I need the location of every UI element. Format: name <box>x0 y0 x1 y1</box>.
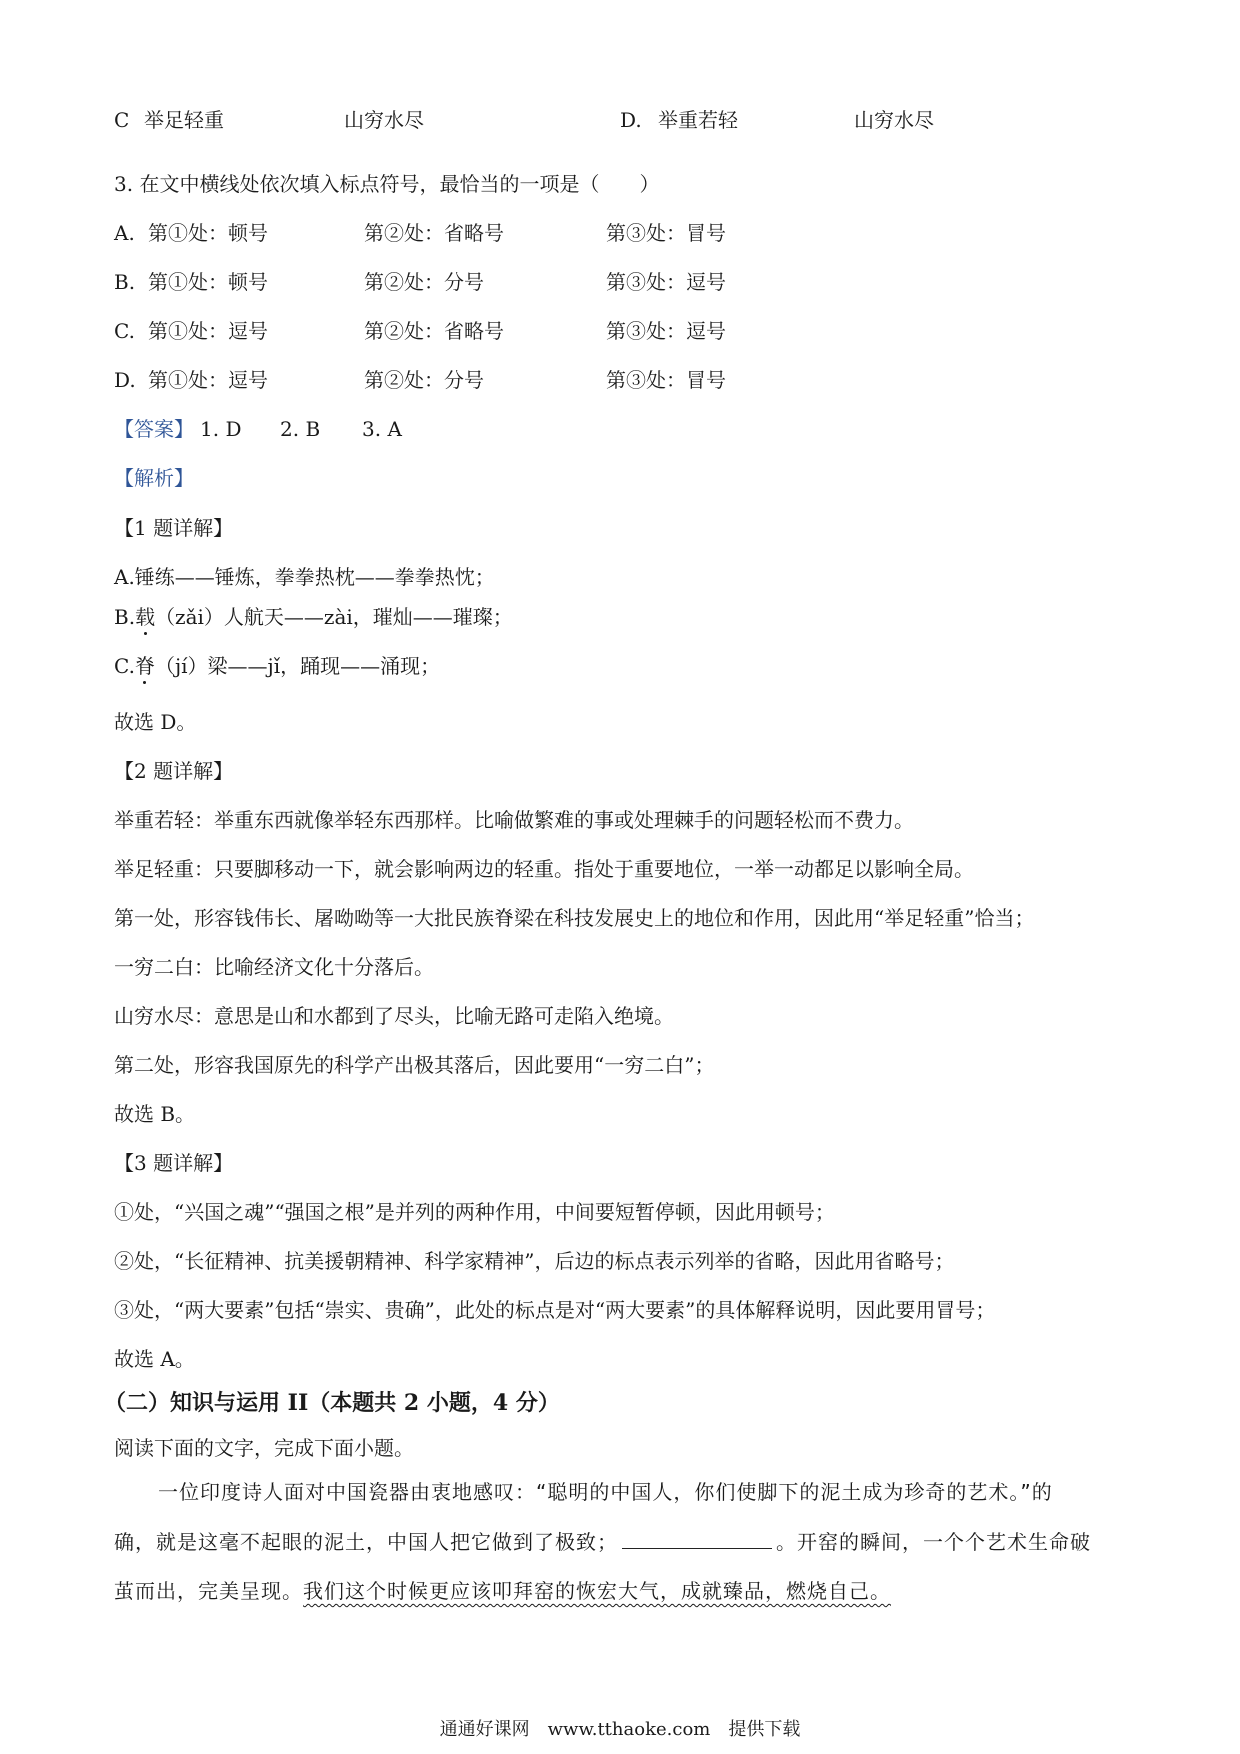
option-d-second: 山穷水尽 <box>854 108 934 132</box>
detail2-line: 举足轻重：只要脚移动一下，就会影响两边的轻重。指处于重要地位，一举一动都足以影响全局。 <box>114 857 974 881</box>
option-c-label: C <box>114 108 130 132</box>
detail2-heading: 【2 题详解】 <box>114 759 234 783</box>
detail3-line: ③处，“两大要素”包括“崇实、贵确”，此处的标点是对“两大要素”的具体解释说明，因此要用冒号； <box>114 1298 996 1322</box>
option-p1: 第①处：顿号 <box>148 270 268 294</box>
fill-in-blank <box>622 1528 772 1549</box>
option-label: A. <box>114 221 135 245</box>
page-footer: 通通好课网 www.tthaoke.com 提供下载 <box>439 1719 801 1740</box>
passage-line-2-start: 确，就是这毫不起眼的泥土，中国人把它做到了极致； <box>114 1530 618 1554</box>
detail3-heading: 【3 题详解】 <box>114 1151 234 1175</box>
line-b-rest: （zǎi）人航天——zài，璀灿——璀璨； <box>155 605 513 629</box>
detail1-line-a: A.锤练——锤炼，拳拳热枕——拳拳热忱； <box>114 565 495 589</box>
option-p1: 第①处：逗号 <box>148 319 268 343</box>
passage-line-1: 一位印度诗人面对中国瓷器由衷地感叹：“聪明的中国人，你们使脚下的泥土成为珍奇的艺术。”的 <box>158 1480 1053 1504</box>
option-p3: 第③处：冒号 <box>606 368 726 392</box>
option-label: C. <box>114 319 135 343</box>
passage-line-3 <box>114 1577 891 1605</box>
detail1-line-c <box>114 652 440 680</box>
wavy-underlined-sentence: 我们这个时候更应该叩拜窑的恢宏大气，成就臻品，燃烧自己。 <box>303 1579 891 1603</box>
option-p1: 第①处：逗号 <box>148 368 268 392</box>
detail1-line-b <box>114 603 513 631</box>
passage-line-2-end: 。开窑的瞬间，一个个艺术生命破 <box>776 1530 1091 1554</box>
answer-3: 3. A <box>362 417 402 441</box>
detail2-line: 举重若轻：举重东西就像举轻东西那样。比喻做繁难的事或处理棘手的问题轻松而不费力。 <box>114 808 914 832</box>
option-p3: 第③处：逗号 <box>606 270 726 294</box>
passage-line-2 <box>114 1528 1091 1556</box>
analysis-tag: 【解析】 <box>114 466 194 490</box>
detail3-conclusion: 故选 A。 <box>114 1347 195 1371</box>
line-c-rest: （jí）梁——jǐ，踊现——涌现； <box>154 654 441 678</box>
q3-stem: 3. 在文中横线处依次填入标点符号，最恰当的一项是（ ） <box>114 172 660 196</box>
answer-tag: 【答案】 <box>114 417 194 441</box>
option-p3: 第③处：冒号 <box>606 221 726 245</box>
passage-line-3-start: 茧而出，完美呈现。 <box>114 1579 303 1603</box>
option-c-second: 山穷水尽 <box>344 108 424 132</box>
detail2-line: 第一处，形容钱伟长、屠呦呦等一大批民族脊梁在科技发展史上的地位和作用，因此用“举足轻重”恰当； <box>114 906 1035 930</box>
option-c-first: 举足轻重 <box>144 108 224 132</box>
detail2-line: 一穷二白：比喻经济文化十分落后。 <box>114 955 434 979</box>
section-instruction: 阅读下面的文字，完成下面小题。 <box>114 1436 414 1460</box>
option-p2: 第②处：分号 <box>364 270 484 294</box>
detail1-heading: 【1 题详解】 <box>114 516 234 540</box>
detail1-conclusion: 故选 D。 <box>114 710 197 734</box>
option-label: B. <box>114 270 136 294</box>
option-p3: 第③处：逗号 <box>606 319 726 343</box>
detail2-line: 第二处，形容我国原先的科学产出极其落后，因此要用“一穷二白”； <box>114 1053 715 1077</box>
detail2-line: 山穷水尽：意思是山和水都到了尽头，比喻无路可走陷入绝境。 <box>114 1004 674 1028</box>
detail3-line: ①处，“兴国之魂”“强国之根”是并列的两种作用，中间要短暂停顿，因此用顿号； <box>114 1200 835 1224</box>
option-p2: 第②处：省略号 <box>364 319 504 343</box>
line-c-prefix: C. <box>114 654 135 678</box>
option-p2: 第②处：分号 <box>364 368 484 392</box>
option-p2: 第②处：省略号 <box>364 221 504 245</box>
option-d-first: 举重若轻 <box>658 108 738 132</box>
answer-1: 1. D <box>200 417 242 441</box>
emphasis-dot-char: 载 <box>135 605 156 629</box>
line-b-prefix: B. <box>114 605 136 629</box>
option-label: D. <box>114 368 136 392</box>
option-d-label: D. <box>620 108 642 132</box>
answer-2: 2. B <box>280 417 321 441</box>
detail2-conclusion: 故选 B。 <box>114 1102 196 1126</box>
section-title: （二）知识与运用 II（本题共 2 小题，4 分） <box>104 1390 560 1416</box>
option-p1: 第①处：顿号 <box>148 221 268 245</box>
emphasis-dot-char: 脊 <box>134 654 155 678</box>
detail3-line: ②处，“长征精神、抗美援朝精神、科学家精神”，后边的标点表示列举的省略，因此用省略号； <box>114 1249 955 1273</box>
